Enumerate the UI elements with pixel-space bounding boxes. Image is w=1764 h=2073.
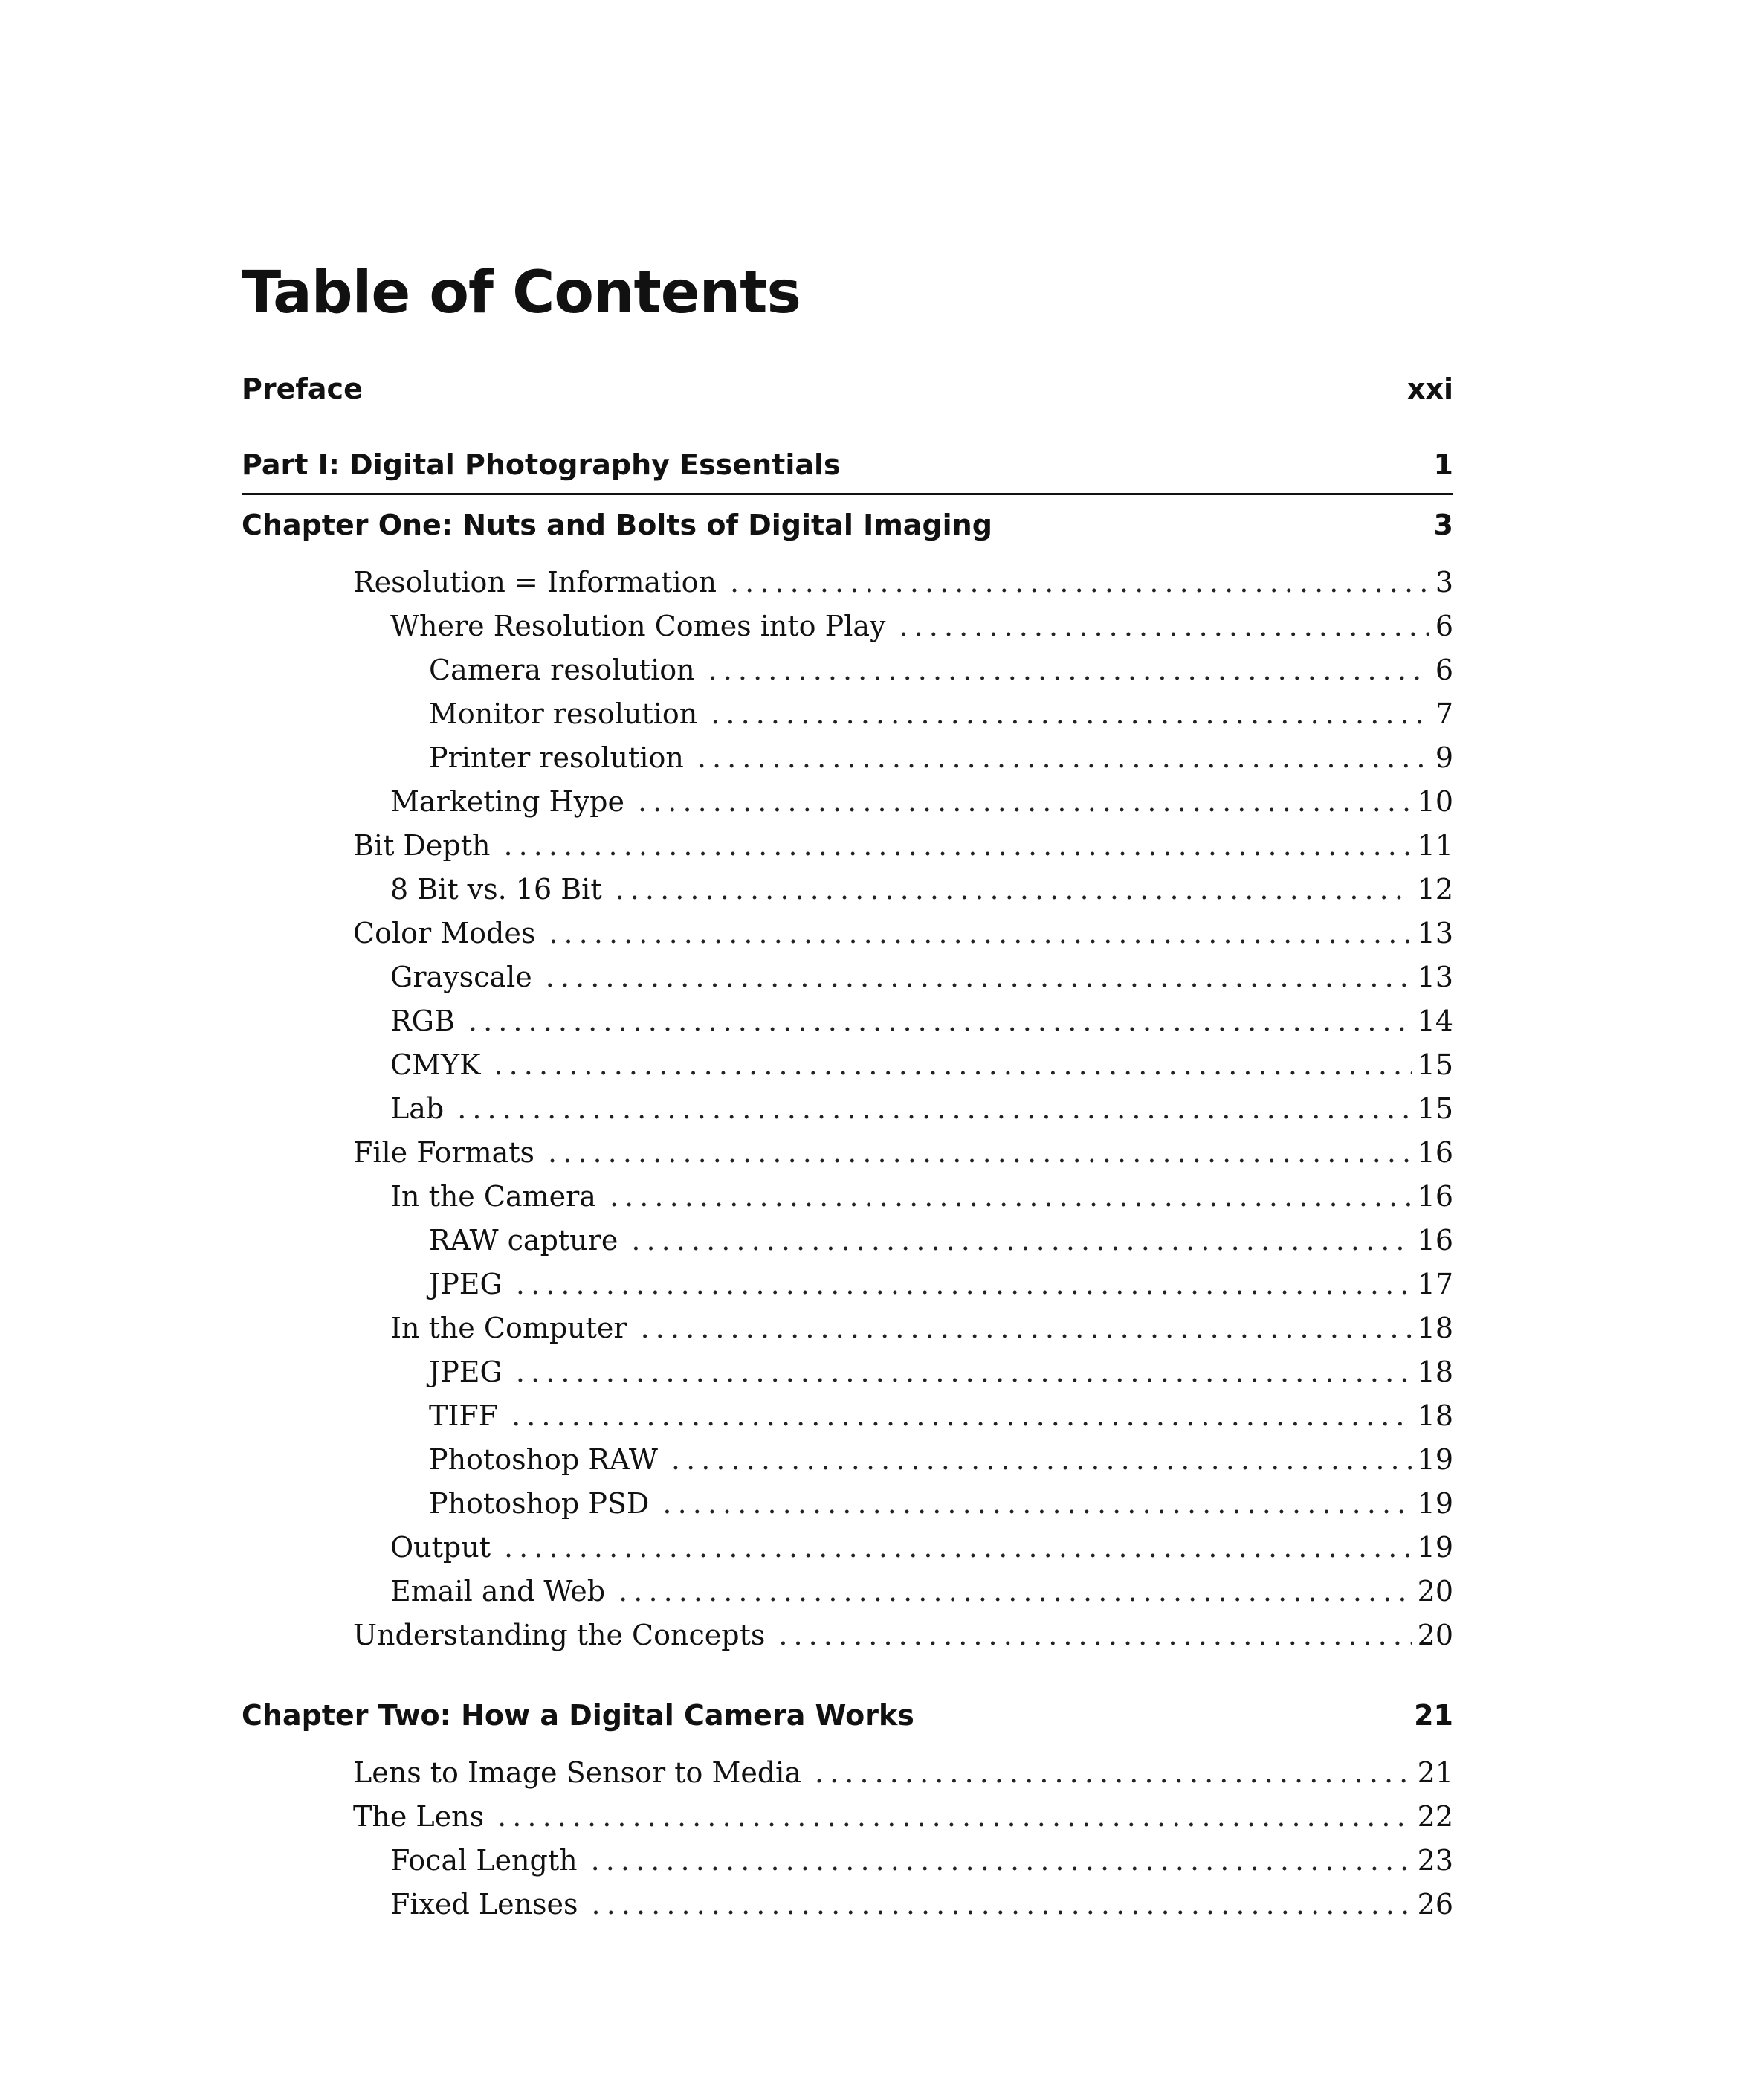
toc-entry-page: 7 <box>1435 697 1453 730</box>
toc-entry-label: JPEG <box>429 1268 503 1300</box>
page-title: Table of Contents <box>242 259 801 326</box>
toc-entry-page: 18 <box>1417 1399 1453 1432</box>
dot-leader <box>503 824 1411 868</box>
dot-leader <box>610 1175 1412 1219</box>
dot-leader <box>671 1438 1412 1482</box>
toc-entry <box>242 692 1453 736</box>
toc-entry <box>242 1394 1453 1438</box>
toc-entry <box>242 1263 1453 1306</box>
toc-entry-label: Output <box>390 1531 491 1564</box>
toc-entry-page: 11 <box>1417 829 1453 862</box>
toc-entry-label: TIFF <box>429 1399 499 1432</box>
toc-entry <box>242 1482 1453 1526</box>
chapter-heading <box>242 509 1453 552</box>
toc-entry <box>242 999 1453 1043</box>
toc-entry <box>242 780 1453 824</box>
toc-entry <box>242 1219 1453 1263</box>
toc-entry <box>242 912 1453 955</box>
toc-entry <box>242 1087 1453 1131</box>
toc-entry-page: 12 <box>1417 873 1453 906</box>
toc-entry-page: 10 <box>1417 785 1453 818</box>
toc-entry-label: Email and Web <box>390 1575 606 1608</box>
dot-leader <box>549 912 1411 955</box>
dot-leader <box>511 1394 1412 1438</box>
toc-entry <box>242 1131 1453 1175</box>
chapter-label: Chapter Two: How a Digital Camera Works <box>242 1699 914 1732</box>
toc-entry-page: 16 <box>1417 1224 1453 1257</box>
toc-entry-label: Lab <box>390 1092 445 1125</box>
toc-entry-page: 18 <box>1417 1355 1453 1388</box>
toc-entry <box>242 1751 1453 1795</box>
toc-entry-label: Understanding the Concepts <box>353 1619 766 1651</box>
toc-entry-label: Where Resolution Comes into Play <box>390 610 886 642</box>
toc-entry-page: 15 <box>1417 1092 1453 1125</box>
toc-entry-page: 17 <box>1417 1268 1453 1300</box>
dot-leader <box>592 1883 1412 1927</box>
toc-preface-page: xxi <box>1406 373 1453 405</box>
toc-entry <box>242 1350 1453 1394</box>
dot-leader <box>516 1263 1412 1306</box>
toc-page <box>242 259 1453 1927</box>
toc-entry <box>242 1175 1453 1219</box>
toc-entry-label: 8 Bit vs. 16 Bit <box>390 873 602 906</box>
toc-entry-page: 13 <box>1417 917 1453 950</box>
toc-entry <box>242 824 1453 868</box>
toc-part-page: 1 <box>1433 448 1453 481</box>
toc-entry-label: RGB <box>390 1005 455 1037</box>
toc-entry-page: 3 <box>1435 566 1453 599</box>
toc-entry-page: 16 <box>1417 1136 1453 1169</box>
toc-entry-page: 16 <box>1417 1180 1453 1213</box>
dot-leader <box>638 780 1412 824</box>
toc-entry <box>242 1795 1453 1839</box>
chapter-entries <box>242 1751 1453 1927</box>
dot-leader <box>631 1219 1411 1263</box>
toc-entry-page: 21 <box>1417 1756 1453 1789</box>
toc-part-row <box>242 448 1453 495</box>
toc-entry <box>242 561 1453 605</box>
toc-entry-page: 19 <box>1417 1443 1453 1476</box>
toc-entry-label: Lens to Image Sensor to Media <box>353 1756 801 1789</box>
dot-leader <box>516 1350 1412 1394</box>
toc-entry-label: CMYK <box>390 1048 481 1081</box>
chapter-label: Chapter One: Nuts and Bolts of Digital Imaging <box>242 509 992 541</box>
toc-entry-page: 14 <box>1417 1005 1453 1037</box>
dot-leader <box>697 736 1429 780</box>
dot-leader <box>616 868 1412 912</box>
dot-leader <box>815 1751 1412 1795</box>
toc-preface-label: Preface <box>242 373 363 405</box>
toc-entry-label: Photoshop RAW <box>429 1443 658 1476</box>
toc-entry-label: Bit Depth <box>353 829 491 862</box>
toc-entry-label: Resolution = Information <box>353 566 717 599</box>
toc-entry-page: 19 <box>1417 1487 1453 1520</box>
toc-entry <box>242 868 1453 912</box>
chapter-page: 3 <box>1433 509 1453 541</box>
toc-entry <box>242 955 1453 999</box>
toc-entry-page: 23 <box>1417 1844 1453 1877</box>
dot-leader <box>457 1087 1411 1131</box>
toc-entry <box>242 1570 1453 1613</box>
toc-entry <box>242 648 1453 692</box>
toc-preface-row <box>242 373 1453 416</box>
chapter-heading <box>242 1699 1453 1742</box>
toc-entry-label: Color Modes <box>353 917 536 950</box>
toc-entry-page: 9 <box>1435 741 1453 774</box>
toc-entry-page: 6 <box>1435 654 1453 686</box>
toc-entry-label: In the Camera <box>390 1180 596 1213</box>
toc-entry <box>242 1438 1453 1482</box>
toc-entry-page: 6 <box>1435 610 1453 642</box>
toc-entry-label: Grayscale <box>390 961 532 993</box>
toc-entry-label: Fixed Lenses <box>390 1888 578 1921</box>
chapter-two <box>242 1699 1453 1927</box>
chapter-page: 21 <box>1414 1699 1453 1732</box>
toc-entry-page: 22 <box>1417 1800 1453 1833</box>
dot-leader <box>778 1613 1411 1657</box>
toc-entry-page: 15 <box>1417 1048 1453 1081</box>
dot-leader <box>711 692 1429 736</box>
dot-leader <box>494 1043 1411 1087</box>
toc-entry-label: Marketing Hype <box>390 785 624 818</box>
chapter-one <box>242 509 1453 1657</box>
dot-leader <box>618 1570 1412 1613</box>
toc-entry-label: The Lens <box>353 1800 485 1833</box>
toc-entry-page: 13 <box>1417 961 1453 993</box>
toc-entry-page: 20 <box>1417 1619 1453 1651</box>
dot-leader <box>708 648 1429 692</box>
toc-entry <box>242 1883 1453 1927</box>
toc-entry-page: 20 <box>1417 1575 1453 1608</box>
toc-entry <box>242 1613 1453 1657</box>
toc-entry <box>242 1306 1453 1350</box>
dot-leader <box>504 1526 1412 1570</box>
toc-entry-label: Printer resolution <box>429 741 684 774</box>
toc-entry-page: 19 <box>1417 1531 1453 1564</box>
toc-entry <box>242 1526 1453 1570</box>
toc-entry-label: JPEG <box>429 1355 503 1388</box>
dot-leader <box>497 1795 1412 1839</box>
dot-leader <box>546 955 1412 999</box>
dot-leader <box>730 561 1429 605</box>
toc-entry <box>242 736 1453 780</box>
dot-leader <box>548 1131 1412 1175</box>
dot-leader <box>591 1839 1412 1883</box>
toc-entry-label: In the Computer <box>390 1312 627 1344</box>
toc-entry-label: Monitor resolution <box>429 697 698 730</box>
toc-entry-label: Photoshop PSD <box>429 1487 650 1520</box>
toc-entry-label: File Formats <box>353 1136 535 1169</box>
toc-entry <box>242 605 1453 648</box>
toc-entry <box>242 1043 1453 1087</box>
toc-entry <box>242 1839 1453 1883</box>
toc-entry-label: RAW capture <box>429 1224 618 1257</box>
dot-leader <box>468 999 1412 1043</box>
toc-part-label: Part I: Digital Photography Essentials <box>242 448 841 481</box>
toc-entry-label: Focal Length <box>390 1844 578 1877</box>
dot-leader <box>641 1306 1412 1350</box>
toc-entry-label: Camera resolution <box>429 654 695 686</box>
toc-entry-page: 18 <box>1417 1312 1453 1344</box>
chapter-entries <box>242 561 1453 1657</box>
dot-leader <box>899 605 1429 648</box>
dot-leader <box>662 1482 1411 1526</box>
toc-entry-page: 26 <box>1417 1888 1453 1921</box>
